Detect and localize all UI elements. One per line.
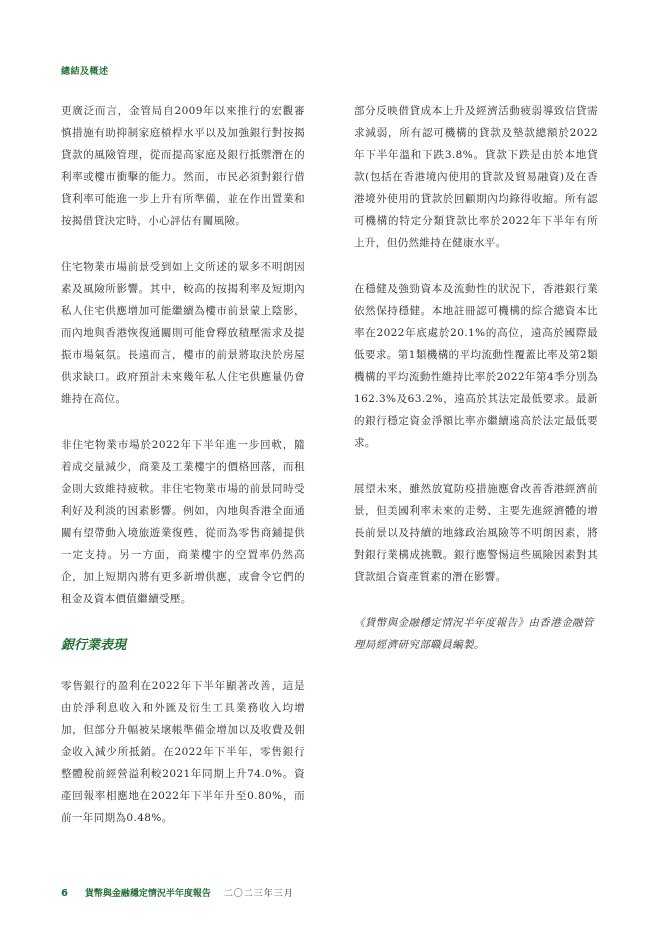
body-paragraph: 在穩健及強勁資本及流動性的狀況下，香港銀行業依然保持穩健。本地註冊認可機構的綜合總資本比率在2022年底處於20.1%的高位，遠高於國際最低要求。第1類機構的平均流動性覆蓋比率及第2類機構的平均流動性維持比率於2022年第4季分別為162.3%及63.2%，遠高於其法定最低要求。最新的銀行穩定資金淨額比率亦繼續遠高於法定最低要求。 xyxy=(354,283,598,449)
page-number: 6 xyxy=(61,888,68,899)
section-heading: 銀行業表現 xyxy=(61,638,127,653)
body-paragraph: 非住宅物業市場於2022年下半年進一步回軟，隨着成交量減少，商業及工業樓宇的價格回落，而租金則大致維持疲軟。非住宅物業市場的前景同時受利好及利淡的因素影響。例如，內地與香港全面通關有望帶動入境旅遊業復甦，從而為零售商鋪提供一定支持。另一方面，商業樓宇的空置率仍然高企，加上短期內將有更多新增供應，或會令它們的租金及資本價值繼續受壓。 xyxy=(61,439,305,605)
section-label: 總結及概述 xyxy=(61,67,109,77)
left-column xyxy=(61,100,305,853)
body-paragraph: 住宅物業市場前景受到如上文所述的眾多不明朗因素及風險所影響。其中，較高的按揭利率及短期內私人住宅供應增加可能繼續為樓市前景蒙上陰影，而內地與香港恢復通關則可能會釋放積壓需求及提振市場氣氛。長遠而言，樓市的前景將取決於房屋供求缺口。政府預計未來幾年私人住宅供應量仍會維持在高位。 xyxy=(61,261,305,405)
publication-date: 二〇二三年三月 xyxy=(223,889,294,899)
body-paragraph: 展望未來，雖然放寬防疫措施應會改善香港經濟前景，但美國利率未來的走勢、主要先進經濟體的增長前景以及持續的地緣政治風險等不明朗因素，將對銀行業構成挑戰。銀行應警惕這些風險因素對其貸款組合資產質素的潛在影響。 xyxy=(354,483,598,583)
publication-title: 貨幣與金融穩定情況半年度報告 xyxy=(84,889,211,899)
body-paragraph: 零售銀行的盈利在2022年下半年顯著改善，這是由於淨利息收入和外匯及衍生工具業務收入均增加，但部分升幅被呆壞帳準備金增加以及收費及佣金收入減少所抵銷。在2022年下半年，零售銀行整體稅前經營溢利較2021年同期上升74.0%。資產回報率相應地在2022年下半年升至0.80%，而前一年同期為0.48%。 xyxy=(61,680,305,824)
publication-note: 《貨幣與金融穩定情況半年度報告》由香港金融管理局經濟研究部職員編製。 xyxy=(354,617,594,651)
right-column xyxy=(354,100,598,656)
body-paragraph: 部分反映借貸成本上升及經濟活動疲弱導致信貸需求減弱，所有認可機構的貸款及墊款總額於2022年下半年溫和下跌3.8%。貸款下跌是由於本地貸款(包括在香港境內使用的貸款及貿易融資)及在香港境外使用的貸款於回顧期內均錄得收縮。所有認可機構的特定分類貸款比率於2022年下半年有所上升，但仍然維持在健康水平。 xyxy=(354,105,598,249)
body-paragraph: 更廣泛而言，金管局自2009年以來推行的宏觀審慎措施有助抑制家庭槓桿水平以及加強銀行對按揭貸款的風險管理，從而提高家庭及銀行抵禦潛在的利率或樓市衝擊的能力。然而，市民必須對銀行借貸利率可能進一步上升有所準備，並在作出置業和按揭借貸決定時，小心評估有關風險。 xyxy=(61,105,305,227)
page-footer xyxy=(61,886,294,899)
